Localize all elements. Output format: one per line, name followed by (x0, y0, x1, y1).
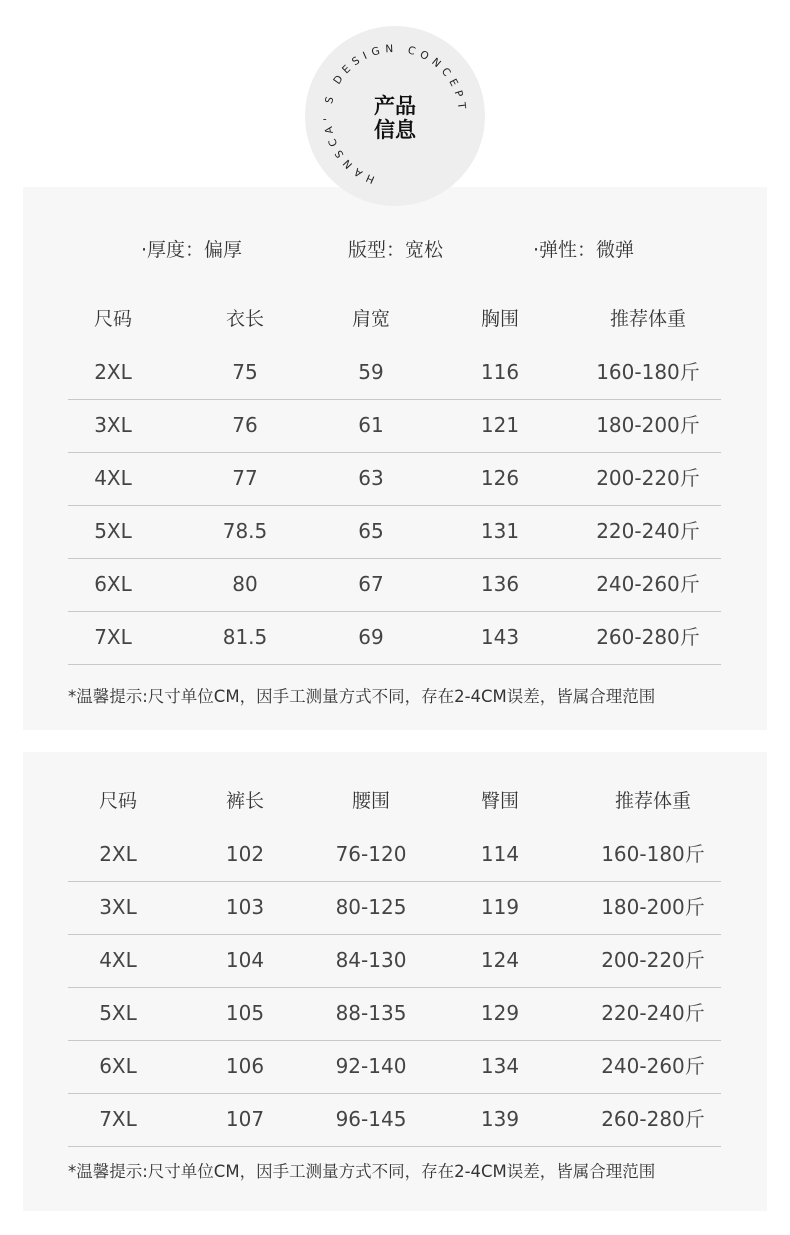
table-row (68, 987, 721, 1041)
table-cell: 3XL (99, 895, 137, 919)
table-cell: 77 (232, 466, 258, 490)
table-cell: 2XL (94, 360, 132, 384)
table-cell: 7XL (94, 625, 132, 649)
table-cell: 180-200斤 (596, 413, 700, 437)
column-header: 衣长 (225, 308, 265, 330)
table-cell: 121 (480, 413, 520, 437)
top-header-row (68, 293, 721, 346)
table-cell: 200-220斤 (601, 948, 705, 972)
table-row (68, 505, 721, 559)
table-cell: 92-140 (335, 1054, 407, 1078)
table-cell: 84-130 (335, 948, 407, 972)
table-cell: 6XL (94, 572, 132, 596)
column-header: 推荐体重 (609, 308, 687, 330)
table-cell: 126 (480, 466, 520, 490)
table-cell: 4XL (99, 948, 137, 972)
table-cell: 69 (358, 625, 384, 649)
pants-size-panel (23, 752, 767, 1211)
table-row (68, 399, 721, 453)
table-cell: 260-280斤 (596, 625, 700, 649)
seal-title-line2: 信息 (374, 118, 416, 142)
table-cell: 65 (358, 519, 384, 543)
thickness-attribute: ·厚度：偏厚 (141, 239, 243, 261)
pants-header-row (68, 775, 721, 828)
table-cell: 76-120 (335, 842, 407, 866)
table-row (68, 1040, 721, 1094)
table-cell: 129 (480, 1001, 520, 1025)
table-cell: 180-200斤 (601, 895, 705, 919)
table-row (68, 558, 721, 612)
table-cell: 220-240斤 (596, 519, 700, 543)
table-cell: 7XL (99, 1107, 137, 1131)
table-cell: 139 (480, 1107, 520, 1131)
table-cell: 4XL (94, 466, 132, 490)
table-cell: 200-220斤 (596, 466, 700, 490)
table-cell: 59 (358, 360, 384, 384)
table-cell: 75 (232, 360, 258, 384)
table-cell: 260-280斤 (601, 1107, 705, 1131)
table-cell: 5XL (99, 1001, 137, 1025)
table-row (68, 934, 721, 988)
table-cell: 220-240斤 (601, 1001, 705, 1025)
table-cell: 240-260斤 (601, 1054, 705, 1078)
table-cell: 88-135 (335, 1001, 407, 1025)
column-header: 臀围 (480, 790, 520, 812)
table-row (68, 452, 721, 506)
product-info-seal (305, 26, 485, 206)
table-row (68, 611, 721, 665)
table-row (68, 828, 721, 882)
elasticity-attribute: ·弹性：微弹 (533, 239, 635, 261)
table-cell: 61 (358, 413, 384, 437)
table-cell: 116 (480, 360, 520, 384)
table-cell: 240-260斤 (596, 572, 700, 596)
table-cell: 143 (480, 625, 520, 649)
column-header: 裤长 (225, 790, 265, 812)
table-cell: 63 (358, 466, 384, 490)
column-header: 胸围 (480, 308, 520, 330)
table-cell: 124 (480, 948, 520, 972)
measurement-note: *温馨提示:尺寸单位CM，因手工测量方式不同，存在2-4CM误差，皆属合理范围 (68, 1162, 656, 1181)
table-cell: 103 (225, 895, 265, 919)
table-cell: 80-125 (335, 895, 407, 919)
table-cell: 102 (225, 842, 265, 866)
table-cell: 6XL (99, 1054, 137, 1078)
top-size-panel (23, 187, 767, 730)
column-header: 推荐体重 (614, 790, 692, 812)
table-cell: 96-145 (335, 1107, 407, 1131)
table-row (68, 346, 721, 400)
table-cell: 67 (358, 572, 384, 596)
table-row (68, 881, 721, 935)
table-cell: 136 (480, 572, 520, 596)
table-cell: 78.5 (222, 519, 268, 543)
table-cell: 81.5 (222, 625, 268, 649)
seal-ring-text-path: HANSCA' S DESIGN CONCEPT (321, 42, 469, 186)
fit-attribute: 版型：宽松 (348, 239, 444, 261)
column-header: 尺码 (98, 790, 138, 812)
table-cell: 160-180斤 (596, 360, 700, 384)
table-cell: 5XL (94, 519, 132, 543)
measurement-note: *温馨提示:尺寸单位CM，因手工测量方式不同，存在2-4CM误差，皆属合理范围 (68, 687, 656, 706)
column-header: 肩宽 (351, 308, 391, 330)
table-cell: 80 (232, 572, 258, 596)
table-row (68, 1093, 721, 1147)
table-cell: 105 (225, 1001, 265, 1025)
table-cell: 119 (480, 895, 520, 919)
table-cell: 76 (232, 413, 258, 437)
table-cell: 114 (480, 842, 520, 866)
table-cell: 131 (480, 519, 520, 543)
table-cell: 2XL (99, 842, 137, 866)
table-cell: 104 (225, 948, 265, 972)
table-cell: 106 (225, 1054, 265, 1078)
column-header: 尺码 (93, 308, 133, 330)
column-header: 腰围 (351, 790, 391, 812)
table-cell: 134 (480, 1054, 520, 1078)
table-cell: 3XL (94, 413, 132, 437)
table-cell: 160-180斤 (601, 842, 705, 866)
seal-title-line1: 产品 (374, 94, 416, 118)
table-cell: 107 (225, 1107, 265, 1131)
